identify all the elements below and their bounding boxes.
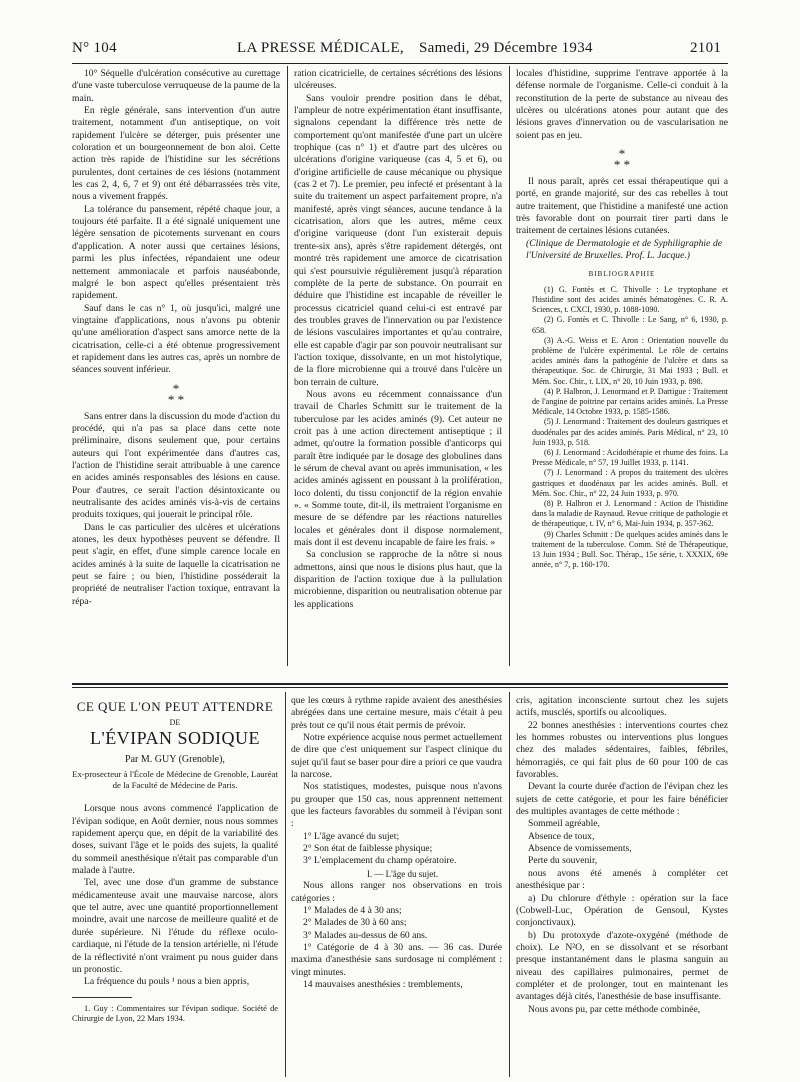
- paragraph: nous avons été amenés à compléter cet anesthésique par :: [516, 867, 728, 892]
- bibliography-entry: (4) P. Halbron, J. Lenormand et P. Dartigue : Traitement de l'angine de poitrine par certains acides aminés. La Presse Médicale, 14 Octobre 1933, p. 1585-1586.: [532, 386, 728, 417]
- article-column-1: [72, 695, 278, 1024]
- paragraph: Sans vouloir prendre position dans le débat, l'ampleur de notre expérimentation étant insuffisante, signalons cependant la différence très nette de comportement qu'ont manifestée d'une part un ulcère trophique (cas n° 1) et d'autre part des ulcères ou ulcérations d'origine variqueuse (cas 4, 5 et 6), ou d'origine artificielle de cause mécanique ou physique (cas 2 et 7). Le premier, peu infecté et présentant à la suite du traitement un aspect parfaitement propre, n'a manifesté, après vingt séances, aucune tendance à la cicatrisation, alors que les autres, même ceux d'origine variqueuse (dont l'un existerait depuis trente-six ans), après s'être rapidement détergés, ont montré très rapidement une amorce de cicatrisation qui s'est poursuivie régulièrement jusqu'à réparation complète de la perte de substance. On pourrait en déduire que l'histidine est incapable de réveiller le processus cicatriciel quand celui-ci est entravé par des troubles graves de l'innervation ou par l'existence de lésions vasculaires importantes et qu'au contraire, elle est capable d'agir par son pouvoir neutralisant sur l'action toxique, dissolvante, en un mot histolytique, de la flore microbienne qui a trouvé dans l'ulcère un bon terrain de culture.: [294, 92, 502, 388]
- paragraph: Absence de toux,: [528, 830, 595, 842]
- paragraph: ration cicatricielle, de certaines sécrétions des lésions ulcéreuses.: [294, 68, 502, 92]
- paragraph: Perte du souvenir,: [528, 855, 598, 867]
- paragraph: a) Du chlorure d'éthyle : opération sur la face (Cobwell-Luc, Opération de Gensoul, Kystes conjonctivaux).: [516, 892, 728, 929]
- paragraph: (Clinique de Dermatologie et de Syphiligraphie de l'Université de Bruxelles. Prof. L. Jacque.): [526, 237, 722, 262]
- paragraph: 14 mauvaises anesthésies : tremblements,: [303, 978, 463, 990]
- paragraph: En règle générale, sans intervention d'un autre traitement, notamment d'un antiseptique, on voit rapidement l'ulcère se déterger, puis présenter une coloration et un bourgeonnement de bon aloi. Cette action très rapide de l'histidine sur les sécrétions purulentes, dont certaines de ces lésions (notamment les cas 2, 4, 6, 7 et 9) ont été débarrassées très vite, nous a vivement frappés.: [72, 105, 280, 203]
- bibliography-entry: (1) G. Fontès et C. Thivolle : Le tryptophane et l'histidine sont des acides aminés hématogènes. C. R. A. Sciences, t. CXCI, 1930, p. 1088-1090.: [532, 284, 728, 315]
- footnote: 1. Guy : Commentaires sur l'évipan sodique. Société de Chirurgie de Lyon, 22 Mars 1934.: [72, 1003, 278, 1023]
- paragraph: Tel, avec une dose d'un gramme de substance médicamenteuse avait une mauvaise narcose, alors que tel autre, avec une quantité proportionnellement moindre, avait une narcose de meilleure qualité et de durée supérieure. Ni l'étude du réflexe oculo-cardiaque, ni l'étude de la tension artérielle, ni l'étude de la réflectivité n'ont vraiment pu nous guider dans un pronostic.: [72, 877, 278, 975]
- column-divider: [509, 692, 510, 1077]
- bibliography-entry: (3) A.-G. Weiss et E. Aron : Orientation nouvelle du problème de l'ulcère expérimental. Le rôle de certains acides aminés dans la pathogénie de l'ulcère et dans sa thérapeutique. Soc. de Chirurgie, 31 Mai 1933 ; Bull. et Mém. Soc. Chir., t. LIX, n° 20, 10 Juin 1933, p. 898.: [532, 335, 728, 386]
- column-divider: [509, 66, 510, 666]
- footnote-rule: [72, 997, 132, 998]
- paragraph: La fréquence du pouls ¹ nous a bien appris,: [84, 976, 250, 988]
- paragraph: 10° Séquelle d'ulcération consécutive au curettage d'une vaste tuberculose verruqueuse de la paume de la main.: [72, 68, 280, 104]
- paragraph: que les cœurs à rythme rapide avaient des anesthésies abrégées dans une certaine mesure, mais c'était à peu près tout ce qu'il nous était permis de prévoir.: [291, 695, 502, 731]
- header-rule: [72, 63, 728, 64]
- paragraph: Il nous paraît, après cet essai thérapeutique qui a porté, en grande majorité, sur des cas rebelles à tout autre traitement, que l'histidine a manifesté une action très favorable dont on pourrait tirer parti dans le traitement de certaines lésions cutanées.: [516, 176, 728, 237]
- paragraph: locales d'histidine, supprime l'entrave apportée à la défense normale de l'organisme. Celle-ci conduit à la reconstitution de la perte de substance au niveau des ulcères ou ulcérations atones pour autant que des lésions graves d'innervation ou de vascularisation ne soient pas en jeu.: [516, 68, 728, 141]
- paragraph: Absence de vomissements,: [528, 843, 632, 855]
- top-column-1: [72, 68, 280, 608]
- paragraph: b) Du protoxyde d'azote-oxygéné (méthode de choix). Le N²O, en se dissolvant et se résorbant presque instantanément dans le plasma sanguin au niveau des capillaires pulmonaires, permet de compléter et de prolonger, tout en maintenant les avantages déjà cités, l'anesthésie de base insuffisante.: [516, 929, 728, 1003]
- bibliography-entry: (9) Charles Schmitt : De quelques acides aminés dans le traitement de la tuberculose. Comm. Sté de Thérapeutique, 13 Juin 1934 ; Bull. Soc. Thérap., 15e série, t. XXXIX, 69e année, n° 7, p. 160-170.: [532, 529, 728, 570]
- paragraph: Nous avons eu récemment connaissance d'un travail de Charles Schmitt sur le traitement de la tuberculose par les acides aminés (9). Cet auteur ne croit pas à une action directement antiseptique ; il admet, qu'outre la formation possible d'anticorps qui paraît être indiquée par le dosage des globulines dans le sérum de cheval avant ou après immunisation, « les acides aminés agissent en poussant à la prolifération, loco dolenti, du tissu conjonctif de la région envahie ». « Somme toute, dit-il, ils mettraient l'organisme en mesure de se défendre par les réactions naturelles locales et générales dont il dispose normalement, mais dont il est devenu incapable de faire les frais. »: [294, 388, 502, 549]
- paragraph: Sans entrer dans la discussion du mode d'action du procédé, qui n'a pas sa place dans cette note préliminaire, disons seulement que, pour certains auteurs qui l'ont expérimentée dans d'autres cas, l'action de l'histidine serait attribuable à une carence en acides aminés responsables des lésions en cause. Pour d'autres, ce serait l'action désintoxicante ou neutralisante des acides aminés vis-à-vis de certains produits toxiques, qui jouerait le principal rôle.: [72, 410, 280, 521]
- article-column-3: [516, 695, 728, 1016]
- article-separator-thin: [72, 687, 728, 688]
- article-column-2: [291, 695, 502, 991]
- paragraph: 1° L'âge avancé du sujet;: [303, 830, 400, 842]
- column-divider: [287, 66, 288, 666]
- paragraph: Nous allons ranger nos observations en trois catégories :: [291, 880, 502, 904]
- page-number: 2101: [690, 40, 722, 56]
- paragraph: 3° L'emplacement du champ opératoire.: [303, 855, 457, 867]
- paragraph: Lorsque nous avons commencé l'application de l'évipan sodique, en Août dernier, nous nous sommes rapidement aperçu que, en dépit de la variabilité des doses, suivant l'âge et le poids des sujets, la qualité du sommeil anesthésique n'était pas comparable d'un malade à l'autre.: [72, 803, 278, 877]
- bibliography-entry: (8) P. Halbron et J. Lenormand : Action de l'histidine dans la maladie de Raynaud. Revue critique de pathologie et de thérapeutique, t. IV, n° 6, Mai-Juin 1934, p. 357-362.: [532, 499, 728, 529]
- article-title-line-2: L'ÉVIPAN SODIQUE: [89, 727, 261, 748]
- article-separator: [72, 683, 728, 685]
- article-column-1-text: [72, 803, 278, 988]
- bibliography-entry: (2) G. Fontès et C. Thivolle : Le Sang, n° 6, 1930, p. 658.: [532, 315, 728, 335]
- paragraph: Notre expérience acquise nous permet actuellement de dire que c'est uniquement sur l'aspect clinique du sujet qu'il faut se baser pour dire a priori ce que vaudra la narcose.: [291, 732, 502, 781]
- issue-date: Samedi, 29 Décembre 1934: [419, 40, 593, 56]
- paragraph: Nos statistiques, modestes, puisque nous n'avons pu grouper que 150 cas, nous apprennent nettement que les facteurs favorables du sommeil à l'évipan sont :: [291, 781, 502, 830]
- paragraph: 3° Malades au-dessus de 60 ans.: [303, 929, 428, 941]
- top-column-3: [516, 68, 728, 571]
- paragraph: cris, agitation inconsciente surtout chez les sujets actifs, musclés, sportifs ou alcooliques.: [516, 695, 728, 719]
- article-title-de: DE: [169, 718, 181, 728]
- section-break: * * *: [167, 380, 185, 407]
- journal-title: LA PRESSE MÉDICALE,: [237, 40, 404, 56]
- paragraph: 2° Son état de faiblesse physique;: [303, 843, 433, 855]
- bibliography-title: BIBLIOGRAPHIE: [588, 270, 656, 279]
- issue-number: N° 104: [72, 40, 117, 56]
- top-column-2: [294, 68, 502, 611]
- paragraph: 2° Malades de 30 à 60 ans;: [303, 917, 407, 929]
- paragraph: 22 bonnes anesthésies : interventions courtes chez les hommes robustes ou interventions plus longues chez des malades sédentaires, faibles, fébriles, hémorragiés, ce qui fait plus de 60 pour 100 de cas favorables.: [516, 719, 728, 781]
- page-header: [72, 40, 728, 62]
- paragraph: Nous avons pu, par cette méthode combinée,: [528, 1003, 701, 1015]
- bibliography-entry: (6) J. Lenormand : Acidothérapie et rhume des foins. La Presse Médicale, n° 57, 19 Juillet 1933, p. 1141.: [532, 448, 728, 468]
- section-heading: I. — L'âge du sujet.: [366, 868, 439, 879]
- paragraph: 1° Malades de 4 à 30 ans;: [303, 904, 402, 916]
- bibliography-list: [516, 285, 728, 571]
- paragraph: Dans le cas particulier des ulcères et ulcérations atones, les deux hypothèses peuvent se défendre. Il peut s'agir, en effet, d'une simple carence locale en acides aminés à la suite de laquelle la cicatrisation ne peut se faire ; ou bien, l'histidine posséderait la propriété de neutraliser l'action toxique, entravant la répa-: [72, 521, 280, 607]
- paragraph: Sauf dans le cas n° 1, où jusqu'ici, malgré une vingtaine d'applications, nous n'avons pu obtenir qu'une amélioration d'aspect sans amorce nette de la cicatrisation, celle-ci a été obtenue progressivement et rapidement dans les autres cas, après un nombre de séances souvent inférieur.: [72, 302, 280, 376]
- paragraph: Sa conclusion se rapproche de la nôtre si nous admettons, ainsi que nous le disions plus haut, que la disparition de l'action toxique due à la pullulation microbienne, disparition ou neutralisation obtenue par les applications: [294, 549, 502, 610]
- paragraph: La tolérance du pansement, répété chaque jour, a toujours été parfaite. Il a été signalé uniquement une légère sensation de picotements survenant en cours d'application. A noter aussi que certaines lésions, parmi les plus infectées, répandaient une odeur nettement ammoniacale et parfois nauséabonde, malgré le bon aspect qu'elles présentaient très rapidement.: [72, 203, 280, 302]
- author-affiliation: Ex-prosecteur à l'École de Médecine de Grenoble, Lauréat de la Faculté de Médecine de Paris.: [72, 769, 278, 791]
- bibliography-entry: (7) J. Lenormand : A propos du traitement des ulcères gastriques et duodénaux par les acides aminés. Bull. et Mém. Soc. Chir., n° 22, 24 Juin 1933, p. 970.: [532, 468, 728, 498]
- top-column-3-text: [516, 68, 728, 262]
- paragraph: Devant la courte durée d'action de l'évipan chez les sujets de cette catégorie, et pour les faire bénéficier des multiples avantages de cette méthode :: [516, 781, 728, 818]
- bibliography-entry: (5) J. Lenormand : Traitement des douleurs gastriques et duodénales par des acides aminés. Paris Médical, n° 23, 10 Juin 1933, p. 518.: [532, 417, 728, 447]
- article-author: Par M. GUY (Grenoble),: [125, 754, 225, 766]
- paragraph: Sommeil agréable,: [528, 818, 600, 830]
- column-divider: [285, 692, 286, 1077]
- article-title-line-1: CE QUE L'ON PEUT ATTENDRE: [76, 699, 274, 714]
- section-break: * * *: [613, 146, 631, 173]
- paragraph: 1° Catégorie de 4 à 30 ans. — 36 cas. Durée maxima d'anesthésie sans surdosage ni complément : vingt minutes.: [291, 941, 502, 978]
